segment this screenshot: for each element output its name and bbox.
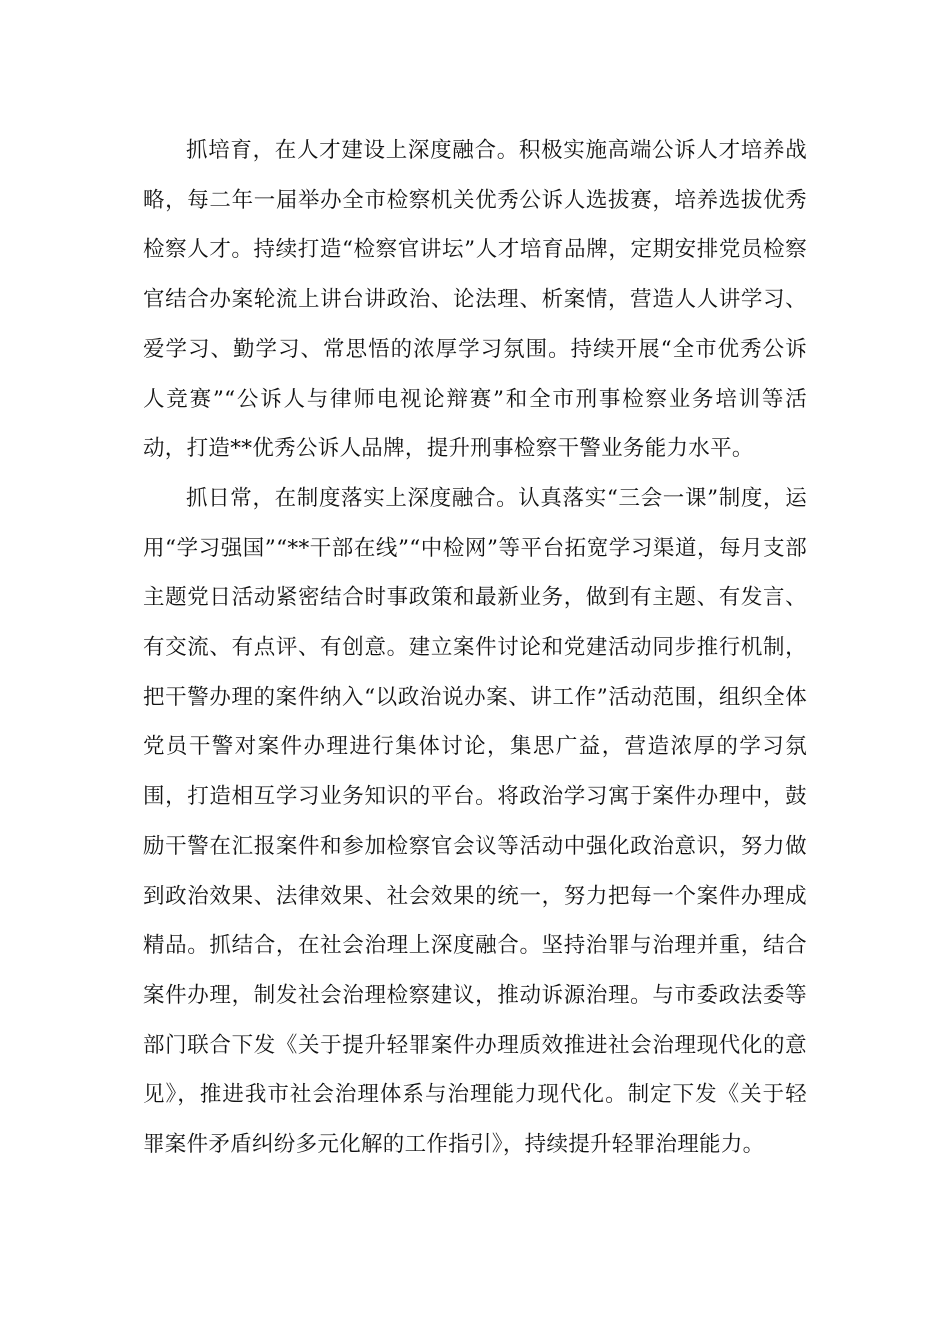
paragraph-daily-system: 抓日常，在制度落实上深度融合。认真落实“三会一课”制度，运用“学习强国”“**干部在线”“中检网”等平台拓宽学习渠道，每月支部主题党日活动紧密结合时事政策和最新业务，做到有主题、有发言、有交流、有点评、有创意。建立案件讨论和党建活动同步推行机制，把干警办理的案件纳入“以政治说办案、讲工作”活动范围，组织全体党员干警对案件办理进行集体讨论，集思广益，营造浓厚的学习氛围，打造相互学习业务知识的平台。将政治学习寓于案件办理中，鼓励干警在汇报案件和参加检察官会议等活动中强化政治意识，努力做到政治效果、法律效果、社会效果的统一，努力把每一个案件办理成精品。抓结合，在社会治理上深度融合。坚持治罪与治理并重，结合案件办理，制发社会治理检察建议，推动诉源治理。与市委政法委等部门联合下发《关于提升轻罪案件办理质效推进社会治理现代化的意见》，推进我市社会治理体系与治理能力现代化。制定下发《关于轻罪案件矛盾纠纷多元化解的工作指引》，持续提升轻罪治理能力。 — [143, 485, 807, 1158]
paragraph-talent-cultivation: 抓培育，在人才建设上深度融合。积极实施高端公诉人才培养战略，每二年一届举办全市检察机关优秀公诉人选拔赛，培养选拔优秀检察人才。持续打造“检察官讲坛”人才培育品牌，定期安排党员检察官结合办案轮流上讲台讲政治、论法理、析案情，营造人人讲学习、爱学习、勤学习、常思悟的浓厚学习氛围。持续开展“全市优秀公诉人竞赛”“公诉人与律师电视论辩赛”和全市刑事检察业务培训等活动，打造**优秀公诉人品牌，提升刑事检察干警业务能力水平。 — [143, 138, 807, 462]
document-body — [143, 126, 807, 1170]
